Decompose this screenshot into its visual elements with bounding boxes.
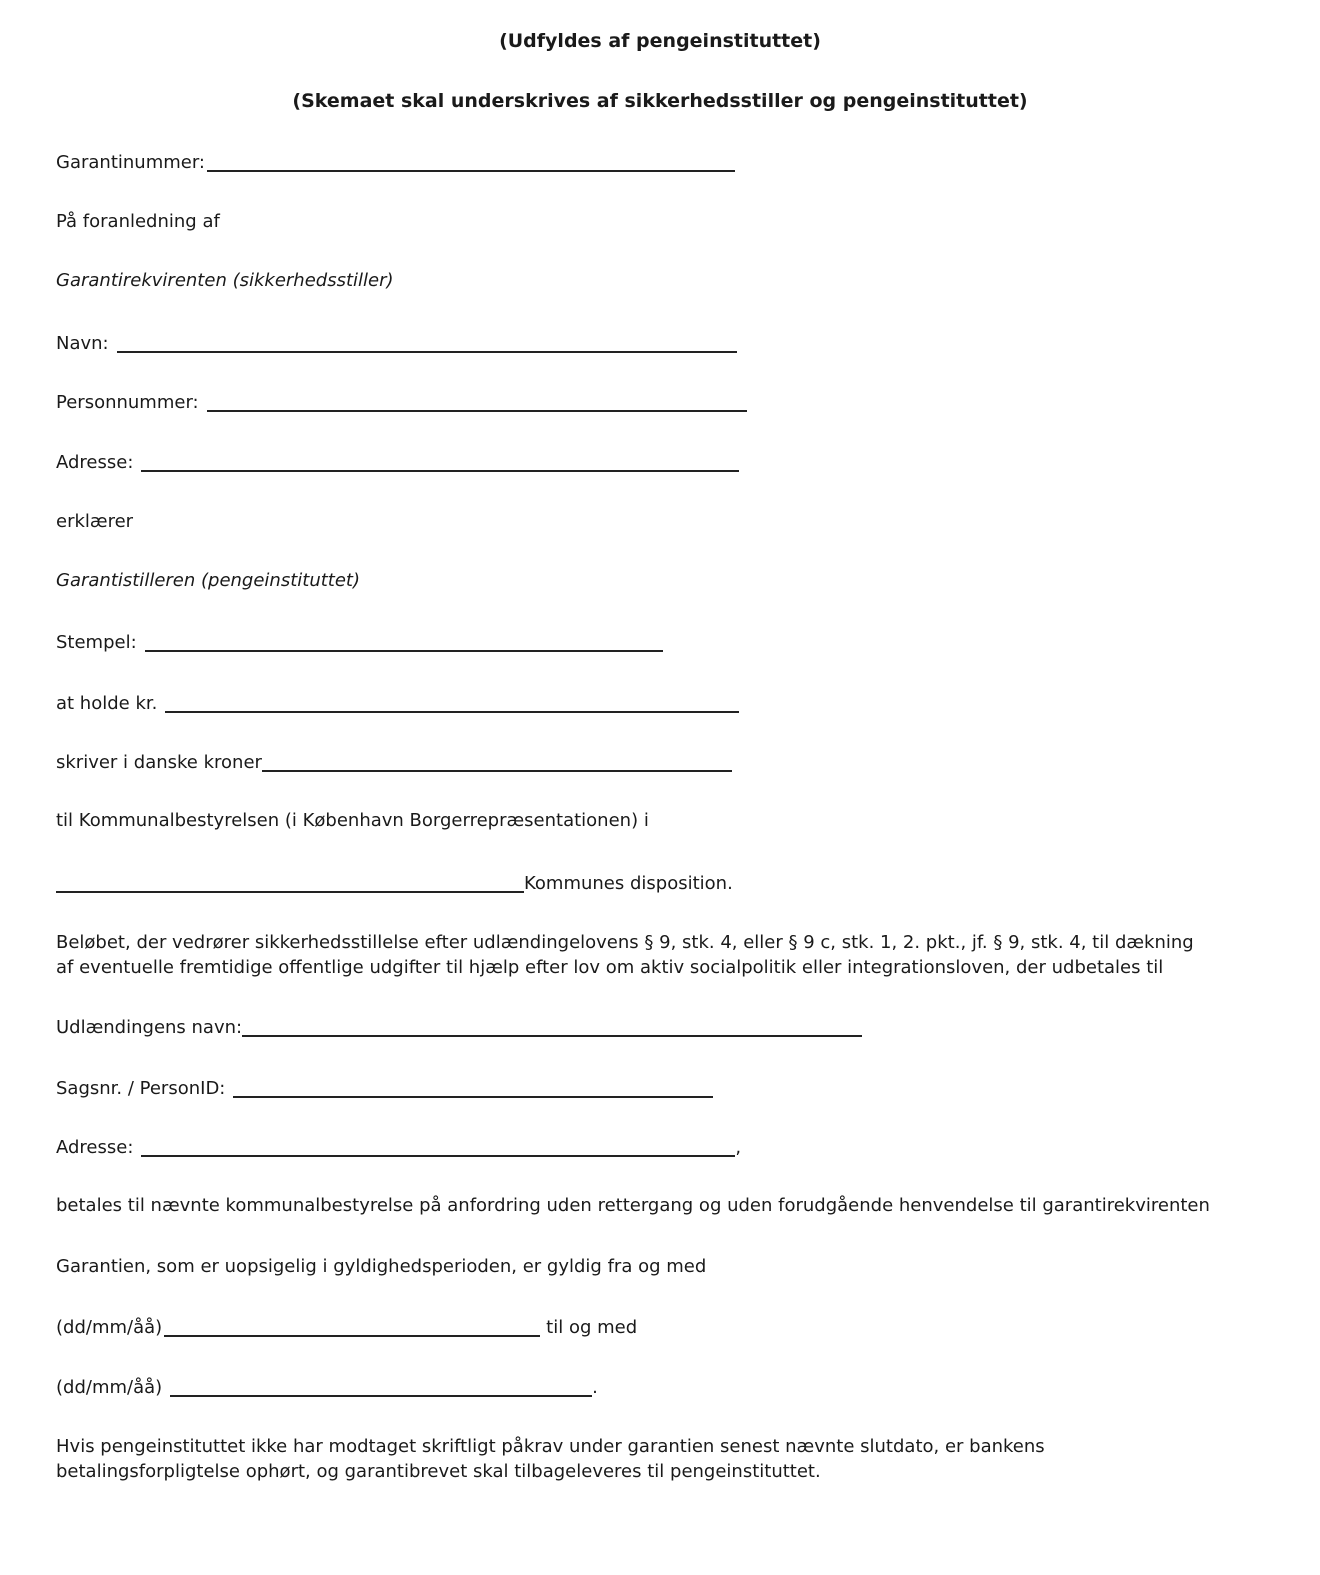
payment-text: betales til nævnte kommunalbestyrelse på anfordring uden rettergang og uden forudgående henvendelse til garantirekvirenten [56, 1195, 1210, 1216]
stempel-input[interactable] [145, 630, 663, 652]
garantinummer-input[interactable] [207, 150, 735, 172]
foreigner-adresse-suffix: , [735, 1137, 742, 1158]
validity-from-suffix: til og med [546, 1317, 638, 1338]
foreigner-sagsnr-row [56, 1076, 713, 1100]
amount-input[interactable] [165, 691, 739, 713]
municipality-suffix: Kommunes disposition. [524, 873, 733, 894]
requester-adresse-input[interactable] [141, 450, 739, 472]
garantinummer-row [56, 150, 735, 174]
validity-from-input[interactable] [164, 1315, 540, 1337]
sign-note-heading: (Skemaet skal underskrives af sikkerhedsstiller og pengeinstituttet) [292, 90, 1028, 112]
amount-row [56, 691, 739, 715]
requester-personnummer-label: Personnummer: [56, 392, 199, 413]
stempel-label: Stempel: [56, 632, 137, 653]
amount-words-label: skriver i danske kroner [56, 752, 262, 773]
intro-text: På foranledning af [56, 211, 220, 232]
legal-paragraph-line2: af eventuelle fremtidige offentlige udgifter til hjælp efter lov om aktiv socialpolitik eller integrationsloven, der udbetales til [56, 957, 1164, 978]
validity-intro: Garantien, som er uopsigelig i gyldighedsperioden, er gyldig fra og med [56, 1256, 707, 1277]
validity-to-label: (dd/mm/åå) [56, 1377, 163, 1398]
validity-from-row [56, 1315, 637, 1339]
requester-section-title: Garantirekvirenten (sikkerhedsstiller) [56, 270, 394, 291]
declares-text: erklærer [56, 511, 134, 532]
foreigner-navn-input[interactable] [242, 1015, 862, 1037]
amount-words-row [56, 750, 732, 774]
fill-note-heading: (Udfyldes af pengeinstituttet) [499, 30, 821, 52]
municipality-intro: til Kommunalbestyrelsen (i København Borgerrepræsentationen) i [56, 810, 649, 831]
municipality-row [56, 871, 733, 895]
requester-personnummer-row [56, 390, 747, 414]
foreigner-sagsnr-label: Sagsnr. / PersonID: [56, 1078, 226, 1099]
requester-adresse-label: Adresse: [56, 452, 134, 473]
requester-personnummer-input[interactable] [207, 390, 747, 412]
legal-paragraph-line1: Beløbet, der vedrører sikkerhedsstillelse efter udlændingelovens § 9, stk. 4, eller § 9 c, stk. 1, 2. pkt., jf. § 9, stk. 4, til dækning [56, 932, 1194, 953]
legal-paragraph [56, 930, 1194, 980]
foreigner-navn-label: Udlændingens navn: [56, 1017, 243, 1038]
requester-navn-input[interactable] [117, 331, 737, 353]
foreigner-adresse-label: Adresse: [56, 1137, 134, 1158]
closing-paragraph [56, 1434, 1045, 1484]
requester-adresse-row [56, 450, 739, 474]
requester-navn-row [56, 331, 737, 355]
validity-to-row [56, 1375, 598, 1399]
validity-to-suffix: . [592, 1377, 598, 1398]
foreigner-adresse-input[interactable] [141, 1135, 735, 1157]
stempel-row [56, 630, 663, 654]
foreigner-sagsnr-input[interactable] [233, 1076, 713, 1098]
foreigner-navn-row [56, 1015, 862, 1039]
requester-navn-label: Navn: [56, 333, 109, 354]
closing-paragraph-line2: betalingsforpligtelse ophørt, og garantibrevet skal tilbageleveres til pengeinstituttet. [56, 1461, 821, 1482]
validity-from-label: (dd/mm/åå) [56, 1317, 163, 1338]
validity-to-input[interactable] [170, 1375, 592, 1397]
municipality-input[interactable] [56, 871, 524, 893]
foreigner-adresse-row [56, 1135, 741, 1159]
closing-paragraph-line1: Hvis pengeinstituttet ikke har modtaget skriftligt påkrav under garantien senest nævnte slutdato, er bankens [56, 1436, 1045, 1457]
amount-words-input[interactable] [262, 750, 732, 772]
guarantor-section-title: Garantistilleren (pengeinstituttet) [56, 570, 361, 591]
amount-label: at holde kr. [56, 693, 158, 714]
garantinummer-label: Garantinummer: [56, 152, 205, 173]
